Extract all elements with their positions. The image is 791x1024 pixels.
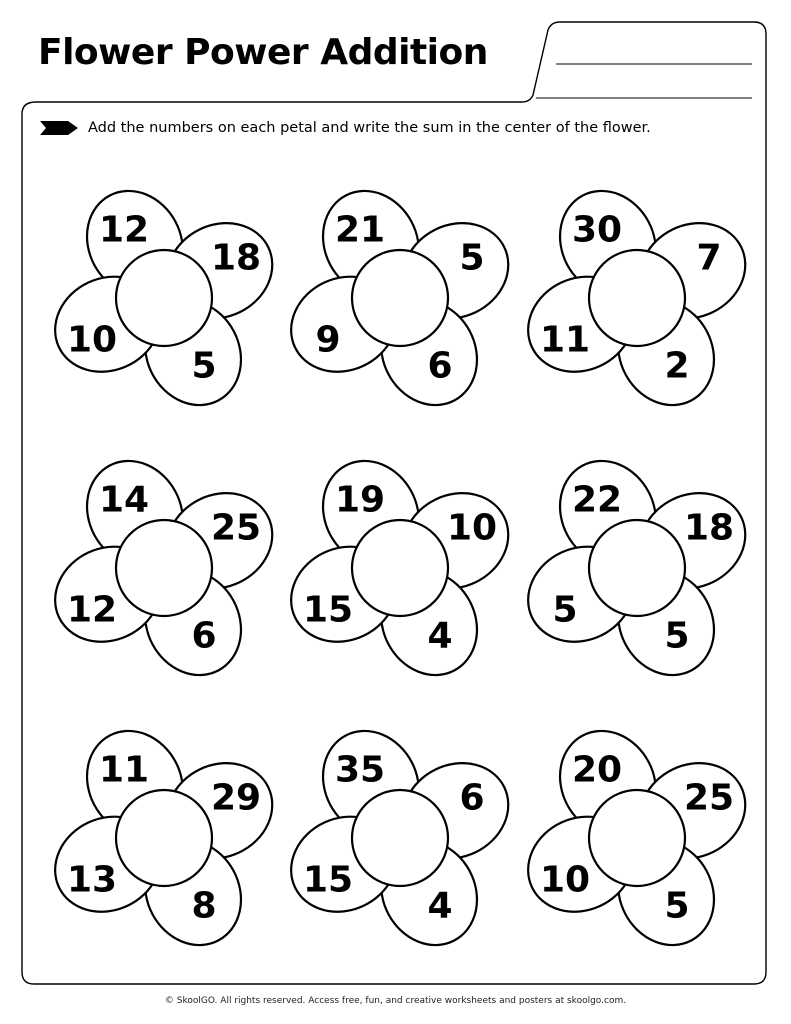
petal-number: 15	[302, 859, 354, 901]
flower	[39, 444, 288, 692]
petal-number: 10	[539, 859, 591, 901]
flower	[39, 714, 288, 962]
petal-number: 18	[210, 237, 262, 279]
petal-number: 18	[683, 507, 735, 549]
petal-number: 6	[191, 615, 217, 657]
petal-number: 5	[664, 615, 690, 657]
petal-number: 7	[696, 237, 722, 279]
petal-number: 10	[66, 319, 118, 361]
petal-number: 12	[66, 589, 118, 631]
petal-number: 6	[427, 345, 453, 387]
petal-number: 14	[98, 479, 150, 521]
petal-number: 11	[539, 319, 591, 361]
footer-text: © SkoolGO. All rights reserved. Access free, fun, and creative worksheets and posters at skoolgo.com.	[164, 996, 627, 1006]
answer-circle[interactable]	[116, 520, 212, 616]
petal-number: 30	[571, 209, 623, 251]
petal-number: 19	[334, 479, 386, 521]
answer-circle[interactable]	[589, 250, 685, 346]
answer-circle[interactable]	[352, 250, 448, 346]
flower	[512, 714, 761, 962]
answer-circle[interactable]	[352, 520, 448, 616]
petal-number: 5	[459, 237, 485, 279]
answer-circle[interactable]	[589, 790, 685, 886]
flower	[512, 174, 761, 422]
flower	[512, 444, 761, 692]
answer-circle[interactable]	[352, 790, 448, 886]
petal-number: 5	[552, 589, 578, 631]
petal-number: 25	[210, 507, 262, 549]
petal-number: 29	[210, 777, 262, 819]
answer-circle[interactable]	[116, 790, 212, 886]
petal-number: 4	[427, 885, 453, 927]
petal-number: 4	[427, 615, 453, 657]
petal-number: 10	[446, 507, 498, 549]
flower	[275, 714, 524, 962]
petal-number: 5	[191, 345, 217, 387]
petal-number: 22	[571, 479, 623, 521]
petal-number: 9	[315, 319, 341, 361]
flower	[39, 174, 288, 422]
page-title: Flower Power Addition	[38, 32, 488, 73]
answer-circle[interactable]	[589, 520, 685, 616]
petal-number: 13	[66, 859, 118, 901]
petal-number: 21	[334, 209, 386, 251]
petal-number: 11	[98, 749, 150, 791]
answer-circle[interactable]	[116, 250, 212, 346]
petal-number: 6	[459, 777, 485, 819]
flower	[275, 444, 524, 692]
petal-number: 35	[334, 749, 386, 791]
flower	[275, 174, 524, 422]
petal-number: 5	[664, 885, 690, 927]
petal-number: 12	[98, 209, 150, 251]
petal-number: 25	[683, 777, 735, 819]
instruction-text: Add the numbers on each petal and write the sum in the center of the flower.	[88, 120, 651, 136]
petal-number: 20	[571, 749, 623, 791]
petal-number: 2	[664, 345, 690, 387]
petal-number: 15	[302, 589, 354, 631]
petal-number: 8	[191, 885, 217, 927]
